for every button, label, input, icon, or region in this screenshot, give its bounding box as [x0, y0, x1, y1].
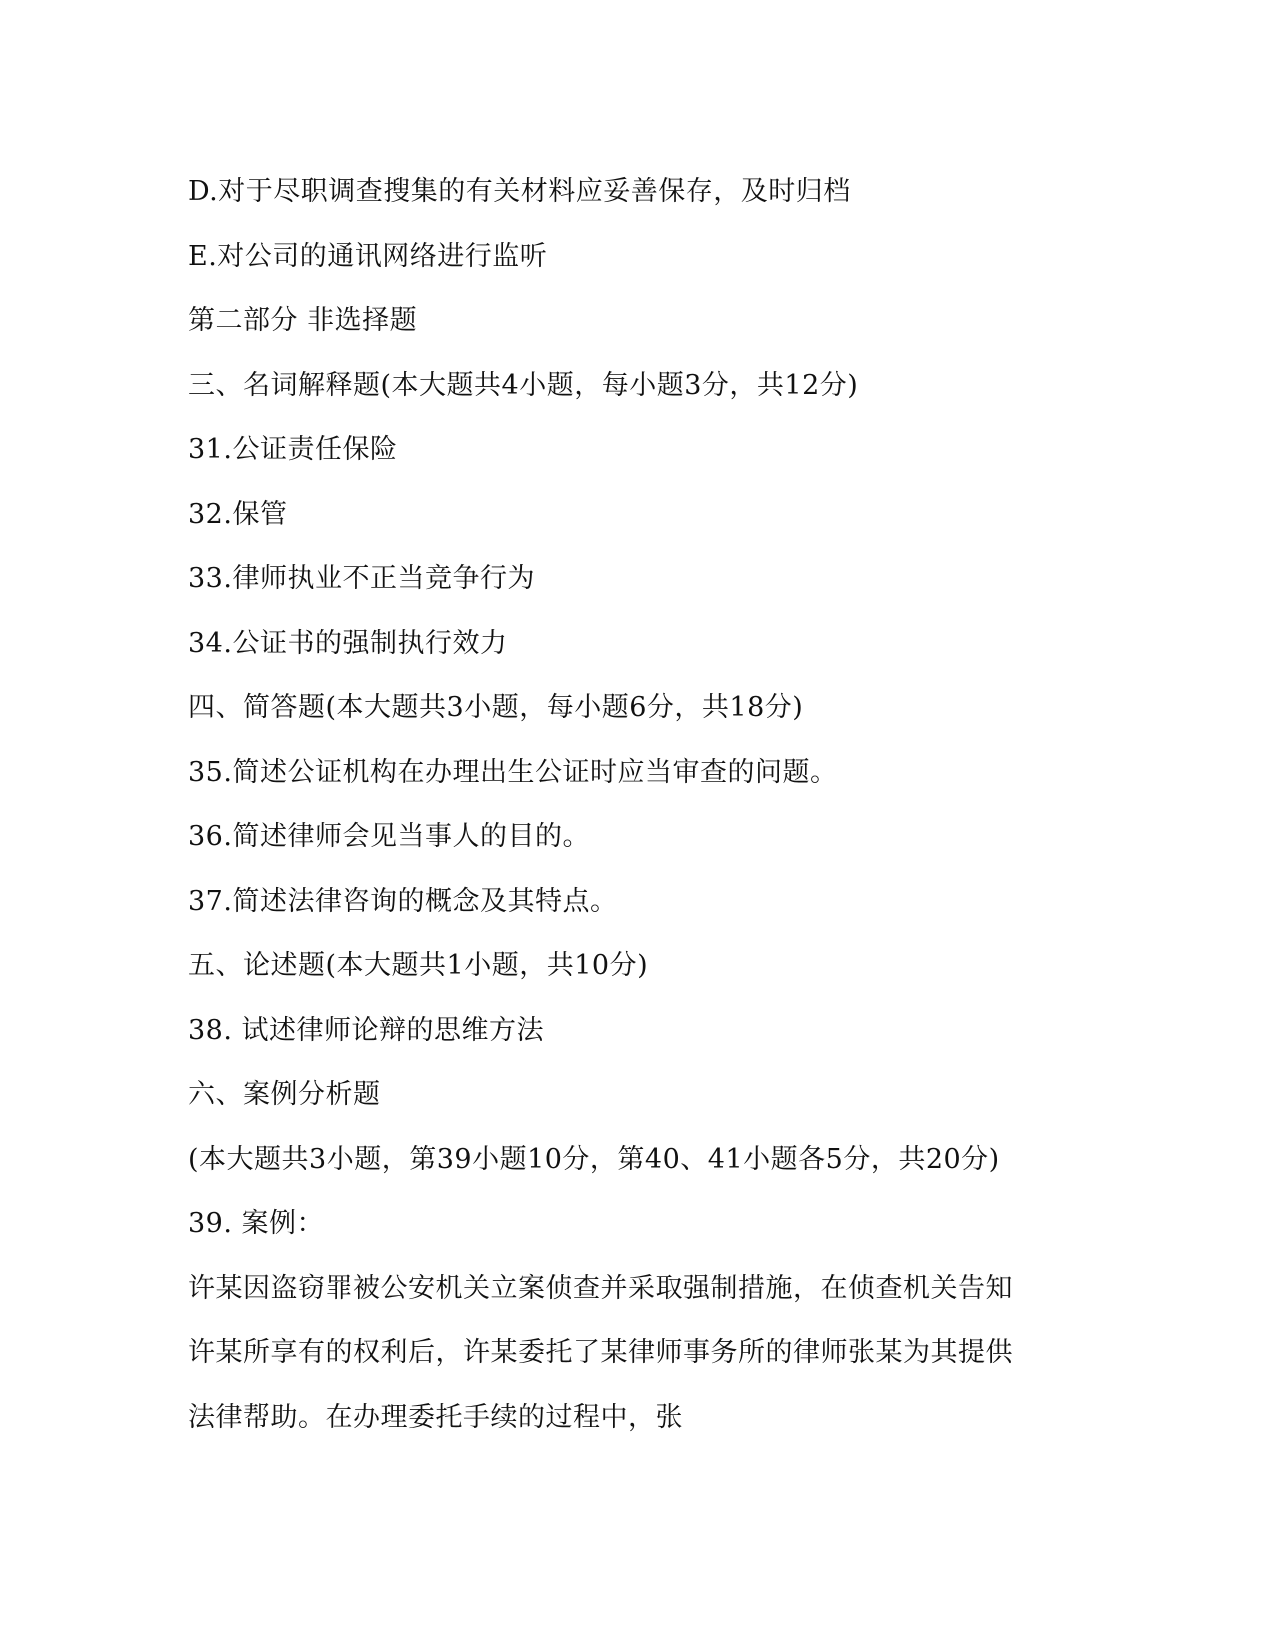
- question-34: 34.公证书的强制执行效力: [188, 627, 508, 659]
- question-36: 36.简述律师会见当事人的目的。: [188, 821, 590, 852]
- question-33: 33.律师执业不正当竞争行为: [188, 563, 535, 594]
- case-text-line-3: 法律帮助。在办理委托手续的过程中，张: [188, 1401, 683, 1433]
- question-38: 38. 试述律师论辩的思维方法: [188, 1014, 545, 1046]
- question-37: 37.简述法律咨询的概念及其特点。: [188, 885, 618, 917]
- option-d: D.对于尽职调查搜集的有关材料应妥善保存，及时归档: [188, 176, 851, 207]
- section-six-heading: 六、案例分析题: [188, 1079, 381, 1110]
- question-35: 35.简述公证机构在办理出生公证时应当审查的问题。: [188, 756, 838, 788]
- question-32: 32.保管: [188, 498, 288, 530]
- case-text-line-2: 许某所享有的权利后，许某委托了某律师事务所的律师张某为其提供: [188, 1337, 1013, 1368]
- option-e: E.对公司的通讯网络进行监听: [188, 240, 548, 272]
- part-two-heading: 第二部分 非选择题: [188, 305, 418, 336]
- section-five-heading: 五、论述题(本大题共1小题，共10分): [188, 950, 649, 981]
- document-body: [188, 160, 1068, 1450]
- case-text-line-1: 许某因盗窃罪被公安机关立案侦查并采取强制措施，在侦查机关告知: [188, 1272, 1013, 1304]
- section-six-scoring: (本大题共3小题，第39小题10分，第40、41小题各5分，共20分): [188, 1143, 1000, 1175]
- question-31: 31.公证责任保险: [188, 434, 398, 465]
- section-four-heading: 四、简答题(本大题共3小题，每小题6分，共18分): [188, 692, 804, 723]
- question-39-label: 39. 案例：: [188, 1208, 325, 1239]
- section-three-heading: 三、名词解释题(本大题共4小题，每小题3分，共12分): [188, 369, 859, 401]
